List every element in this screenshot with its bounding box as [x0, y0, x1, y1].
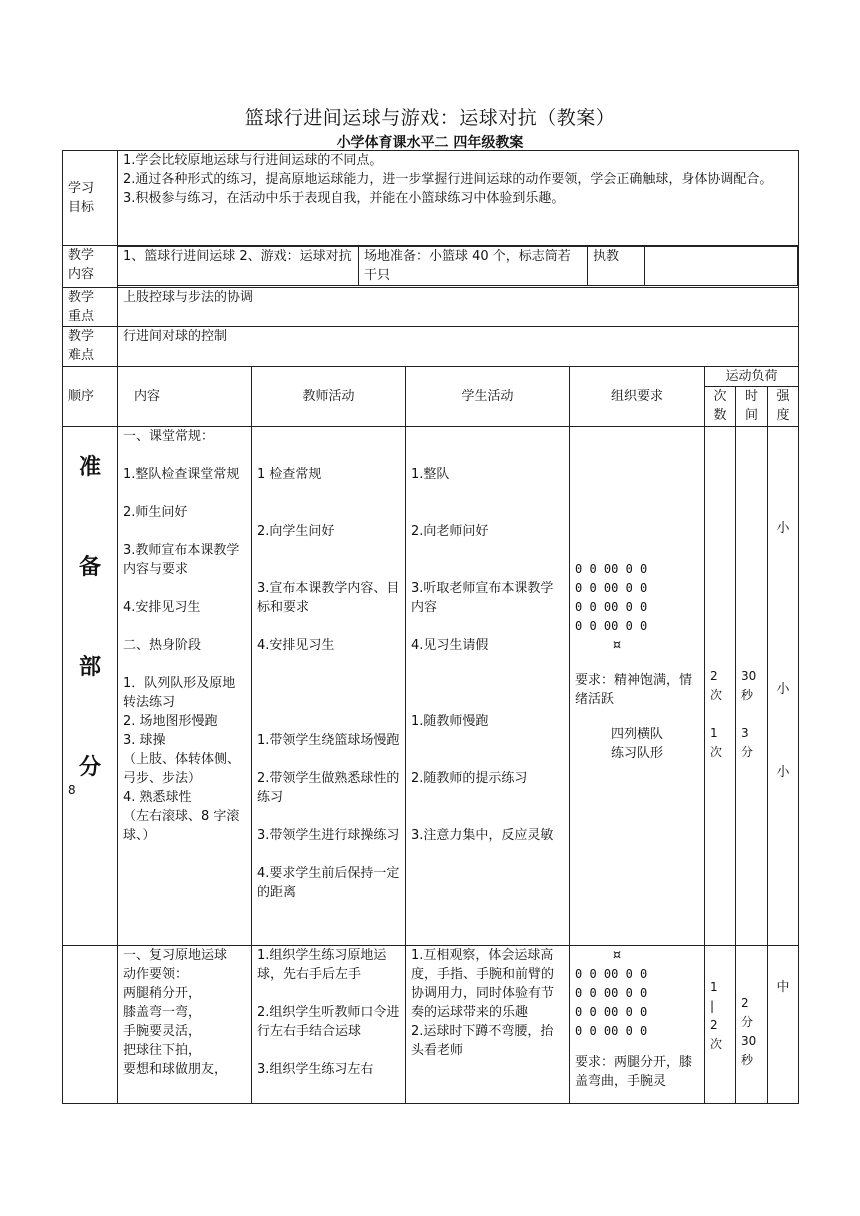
header-times: 次 数 [705, 387, 736, 427]
teacher-position-marker: ¤ [612, 638, 622, 653]
basic-teacher-marker: ¤ [612, 948, 622, 963]
prep-formation-diagram: 0 0 00 0 0 0 0 00 0 0 0 0 00 0 0 0 0 00 0 0 [575, 562, 648, 633]
instructor-value [645, 247, 798, 286]
prep-intensity-3: 小 [776, 765, 790, 780]
prep-organization [570, 427, 705, 946]
key-point-text: 上肢控球与步法的协调 [118, 288, 799, 327]
header-order: 顺序 [63, 367, 118, 427]
basic-times: 1 | 2 次 [705, 946, 736, 1104]
difficulty-label: 教学 难点 [63, 327, 118, 367]
header-load: 运动负荷 [705, 367, 799, 387]
basic-intensity: 中 [768, 946, 799, 1104]
basic-organization [570, 946, 705, 1104]
prep-times: 2 次 1 次 [705, 427, 736, 946]
prep-content: 一、课堂常规： 1.整队检查课堂常规 2.师生问好 3.教师宣布本课教学内容与要求 4.安排见习生 二、热身阶段 1．队列队形及原地转法练习 2. 场地图形慢跑 3. 球操 （上肢、体转体侧、弓步、步法） 4. 熟悉球性 （左右滚球、8 字滚球、） [118, 427, 252, 946]
objectives-label: 学习 目标 [63, 151, 118, 246]
venue-text: 场地准备：小篮球 40 个，标志筒若干只 [359, 247, 588, 286]
instructor-label: 执教 [588, 247, 645, 286]
prep-duration: 30 秒 3 分 [736, 427, 768, 946]
prep-minutes: 8 [68, 783, 76, 797]
prep-char-2: 备 [78, 555, 101, 580]
header-teacher: 教师活动 [252, 367, 406, 427]
header-duration: 时 间 [736, 387, 768, 427]
basic-content: 一、复习原地运球 动作要领： 两腿稍分开， 膝盖弯一弯， 手腕要灵活， 把球往下拍， 要想和球做朋友， [118, 946, 252, 1104]
prep-intensity [768, 427, 799, 946]
prep-student: 1.整队 2.向老师问好 3.听取老师宣布本课教学内容 4.见习生请假 1.随教师慢跑 2.随教师的提示练习 3.注意力集中，反应灵敏 [406, 427, 570, 946]
header-content: 内容 [118, 367, 252, 427]
content-label: 教学 内容 [63, 246, 118, 288]
basic-student: 1.互相观察，体会运球高度，手指、手腕和前臂的协调用力，同时体验有节奏的运球带来的乐趣 2.运球时下蹲不弯腰，抬头看老师 [406, 946, 570, 1104]
prep-intensity-2: 小 [776, 682, 790, 697]
header-organization: 组织要求 [570, 367, 705, 427]
prep-formation-name: 四列横队 练习队形 [610, 727, 663, 761]
key-point-label: 教学 重点 [63, 288, 118, 327]
prep-char-1: 准 [78, 455, 101, 480]
basic-teacher: 1.组织学生练习原地运球，先右手后左手 2.组织学生听教师口令进行左右手结合运球 3.组织学生练习左右 [252, 946, 406, 1104]
basic-formation-diagram: 0 0 00 0 0 0 0 00 0 0 0 0 00 0 0 0 0 00 0 0 [575, 967, 648, 1038]
header-intensity: 强 度 [768, 387, 799, 427]
basic-phase-label [63, 946, 118, 1104]
prep-char-3: 部 [78, 655, 101, 680]
basic-requirement: 要求：两腿分开，膝盖弯曲，手腕灵 [575, 1055, 693, 1089]
prep-intensity-1: 小 [776, 521, 790, 536]
prep-teacher: 1 检查常规 2.向学生问好 3.宣布本课教学内容、目标和要求 4.安排见习生 1.带领学生绕篮球场慢跑 2.带领学生做熟悉球性的练习 3.带领学生进行球操练习 4.要求学生前后保持一定的距离 [252, 427, 406, 946]
difficulty-text: 行进间对球的控制 [118, 327, 799, 367]
prep-phase-label [63, 427, 118, 946]
content-text: 1、篮球行进间运球 2、游戏：运球对抗 [118, 247, 359, 286]
basic-duration: 2 分 30 秒 [736, 946, 768, 1104]
prep-char-4: 分 [78, 755, 101, 780]
lesson-plan-table [62, 150, 799, 1104]
prep-requirement: 要求：精神饱满，情绪活跃 [575, 673, 693, 707]
document-title: 篮球行进间运球与游戏：运球对抗（教案） [244, 107, 616, 129]
document-subtitle: 小学体育课水平二 四年级教案 [336, 135, 524, 151]
header-student: 学生活动 [406, 367, 570, 427]
objectives-text: 1.学会比较原地运球与行进间运球的不同点。 2.通过各种形式的练习，提高原地运球能力，进一步掌握行进间运球的动作要领，学会正确触球，身体协调配合。 3.积极参与练习，在活动中乐于表现自我，并能在小篮球练习中体验到乐趣。 [118, 151, 799, 246]
